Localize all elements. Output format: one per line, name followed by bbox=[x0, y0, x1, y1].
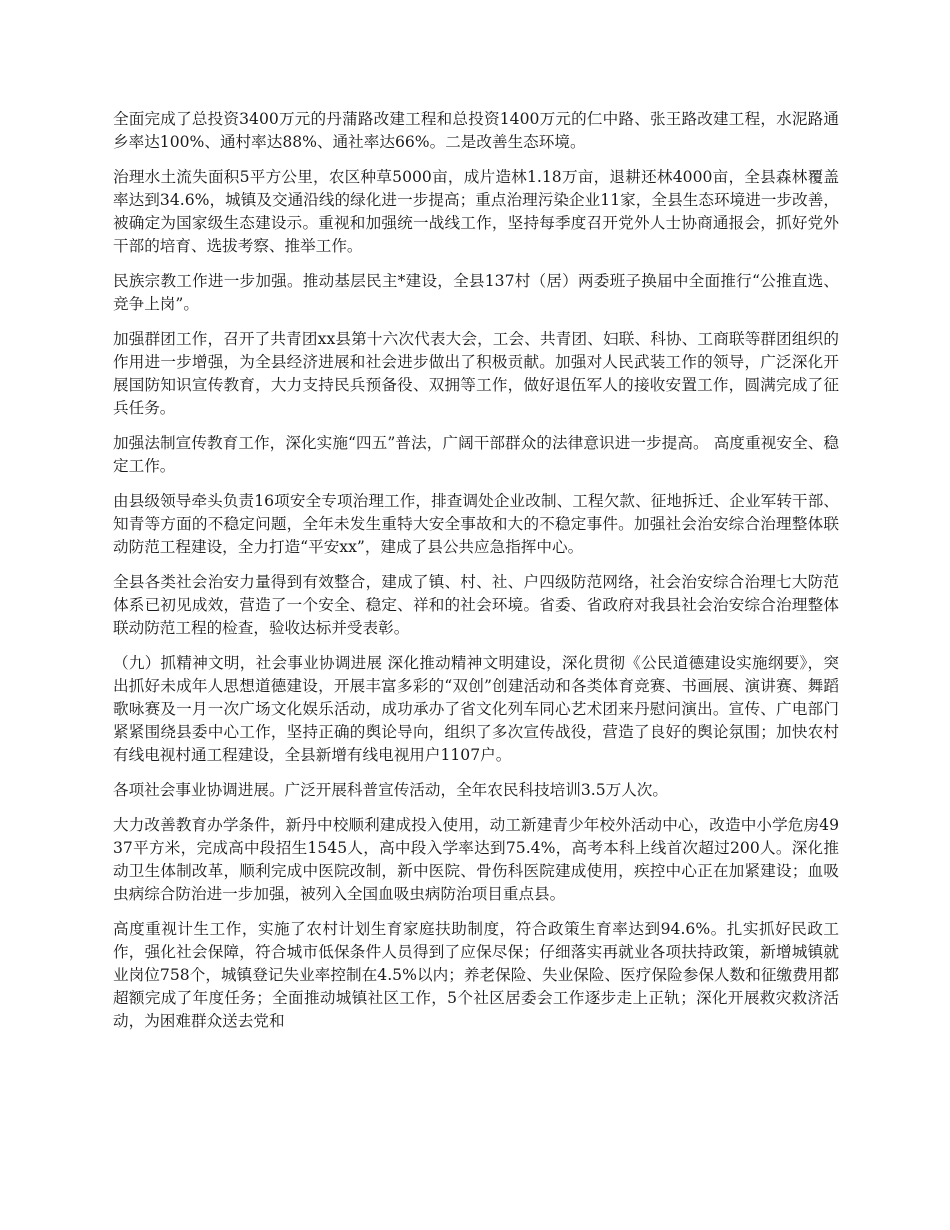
document-body bbox=[113, 108, 839, 1045]
paragraph-1: 全面完成了总投资3400万元的丹蒲路改建工程和总投资1400万元的仁中路、张王路改建工程，水泥路通乡率达100%、通村率达88%、通社率达66%。二是改善生态环境。 bbox=[113, 110, 839, 151]
paragraph-10: 大力改善教育办学条件，新丹中校顺利建成投入使用，动工新建青少年校外活动中心，改造中小学危房4937平方米，完成高中段招生1545人，高中段入学率达到75.4%，高考本科上线首次超过200人。深化推动卫生体制改革，顺利完成中医院改制，新中医院、骨伤科医院建成使用，疾控中心正在加紧建设；血吸虫病综合防治进一步加强，被列入全国血吸虫病防治项目重点县。 bbox=[113, 816, 839, 903]
paragraph-7: 全县各类社会治安力量得到有效整合，建成了镇、村、社、户四级防范网络，社会治安综合治理七大防范体系已初见成效，营造了一个安全、稳定、祥和的社会环境。省委、省政府对我县社会治安综合治理整体联动防范工程的检查，验收达标并受表彰。 bbox=[113, 573, 839, 637]
paragraph-3: 民族宗教工作进一步加强。推动基层民主*建设，全县137村（居）两委班子换届中全面推行“公推直选、竞争上岗”。 bbox=[113, 272, 839, 313]
paragraph-4: 加强群团工作，召开了共青团xx县第十六次代表大会，工会、共青团、妇联、科协、工商联等群团组织的作用进一步增强，为全县经济进展和社会进步做出了积极贡献。加强对人民武装工作的领导，广泛深化开展国防知识宣传教育，大力支持民兵预备役、双拥等工作，做好退伍军人的接收安置工作，圆满完成了征兵任务。 bbox=[113, 330, 839, 417]
paragraph-9: 各项社会事业协调进展。广泛开展科普宣传活动，全年农民科技培训3.5万人次。 bbox=[113, 781, 668, 799]
paragraph-11: 高度重视计生工作，实施了农村计划生育家庭扶助制度，符合政策生育率达到94.6%。扎实抓好民政工作，强化社会保障，符合城市低保条件人员得到了应保尽保；仔细落实再就业各项扶持政策，新增城镇就业岗位758个，城镇登记失业率控制在4.5%以内；养老保险、失业保险、医疗保险参保人数和征缴费用都超额完成了年度任务；全面推动城镇社区工作，5个社区居委会工作逐步走上正轨；深化开展救灾救济活动，为困难群众送去党和 bbox=[113, 920, 839, 1030]
paragraph-5: 加强法制宣传教育工作，深化实施“四五”普法，广阔干部群众的法律意识进一步提高。 高度重视安全、稳定工作。 bbox=[113, 434, 839, 475]
paragraph-6: 由县级领导牵头负责16项安全专项治理工作，排查调处企业改制、工程欠款、征地拆迁、企业军转干部、知青等方面的不稳定问题，全年未发生重特大安全事故和大的不稳定事件。加强社会治安综合治理整体联动防范工程建设，全力打造“平安xx”，建成了县公共应急指挥中心。 bbox=[113, 492, 839, 556]
paragraph-8: （九）抓精神文明，社会事业协调进展 深化推动精神文明建设，深化贯彻《公民道德建设实施纲要》，突出抓好未成年人思想道德建设，开展丰富多彩的“双创”创建活动和各类体育竞赛、书画展、演讲赛、舞蹈歌咏赛及一月一次广场文化娱乐活动，成功承办了省文化列车同心艺术团来丹慰问演出。宣传、广电部门紧紧围绕县委中心工作，坚持正确的舆论导向，组织了多次宣传战役，营造了良好的舆论氛围；加快农村有线电视村通工程建设，全县新增有线电视用户1107户。 bbox=[113, 654, 839, 764]
paragraph-2: 治理水土流失面积5平方公里，农区种草5000亩，成片造林1.18万亩，退耕还林4000亩，全县森林覆盖率达到34.6%，城镇及交通沿线的绿化进一步提高；重点治理污染企业11家，全县生态环境进一步改善，被确定为国家级生态建设示。重视和加强统一战线工作，坚持每季度召开党外人士协商通报会，抓好党外干部的培育、选拔考察、推举工作。 bbox=[113, 168, 839, 255]
